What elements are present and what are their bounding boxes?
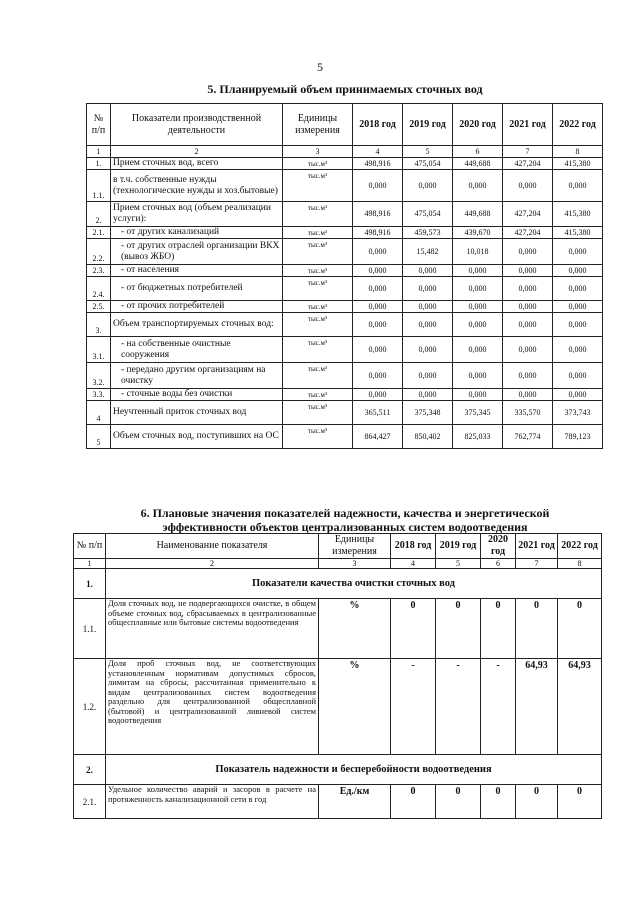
col-index: 8	[558, 559, 602, 569]
section-6-title	[90, 506, 600, 534]
table-row	[87, 227, 603, 239]
row-value-2022: 789,123	[553, 425, 603, 449]
col-index: 7	[516, 559, 558, 569]
row-value-2018: 864,427	[353, 425, 403, 449]
row-value-2018: 0,000	[353, 313, 403, 337]
col-index: 4	[391, 559, 436, 569]
group-row	[74, 755, 602, 785]
col-header-2020: 2020 год	[453, 104, 503, 146]
row-value-2021: 427,204	[503, 202, 553, 227]
row-value-2020: 10,018	[453, 239, 503, 265]
row-value-2021: 0	[516, 785, 558, 819]
col-header-2022: 2022 год	[558, 534, 602, 559]
wastewater-volume-table	[86, 103, 603, 449]
row-number: 5	[87, 425, 111, 449]
row-unit: %	[319, 659, 391, 755]
table-row	[87, 277, 603, 301]
row-number: 2.4.	[87, 277, 111, 301]
row-unit: %	[319, 599, 391, 659]
row-value-2019: 0,000	[403, 313, 453, 337]
row-value-2019: 475,054	[403, 202, 453, 227]
col-header-2021: 2021 год	[516, 534, 558, 559]
row-value-2018: 0,000	[353, 337, 403, 363]
row-value-2018: 0,000	[353, 239, 403, 265]
row-value-2019: -	[436, 659, 481, 755]
row-value-2022: 64,93	[558, 659, 602, 755]
row-value-2021: 0,000	[503, 313, 553, 337]
row-number: 2.3.	[87, 265, 111, 277]
row-label: Прием сточных вод, всего	[111, 158, 283, 170]
row-value-2018: -	[391, 659, 436, 755]
col-header-unit: Единицы измерения	[283, 104, 353, 146]
row-value-2022: 0,000	[553, 337, 603, 363]
table-row	[87, 158, 603, 170]
row-label: Прием сточных вод (объем реализации услуги):	[111, 202, 283, 227]
row-value-2020: 449,688	[453, 158, 503, 170]
row-unit: тыс.м³	[283, 425, 353, 449]
col-index: 8	[553, 146, 603, 158]
row-value-2022: 0	[558, 599, 602, 659]
section-6-title-line-1: 6. Плановые значения показателей надежности, качества и энергетической	[140, 506, 550, 520]
row-value-2018: 0,000	[353, 265, 403, 277]
row-number: 2.	[87, 202, 111, 227]
row-value-2022: 415,380	[553, 227, 603, 239]
row-label: Доля проб сточных вод, не соответствующих установленным нормативам допустимых сбросов, лимитам на сбросы, рассчитанная применительно к видам централизованных систем водоотведения раздельно для централизованной общесплавной (бытовой) и централизованной ливневой систем водоотведения	[106, 659, 319, 755]
row-value-2020: 0	[481, 599, 516, 659]
row-value-2018: 0,000	[353, 363, 403, 389]
group-row	[74, 569, 602, 599]
row-value-2021: 0,000	[503, 389, 553, 401]
group-number: 2.	[74, 755, 106, 785]
col-index: 7	[503, 146, 553, 158]
row-label: - от прочих потребителей	[111, 301, 283, 313]
row-value-2022: 0,000	[553, 265, 603, 277]
row-number: 3.	[87, 313, 111, 337]
col-header-num: № п/п	[87, 104, 111, 146]
row-value-2022: 0	[558, 785, 602, 819]
col-header-indicator: Показатели производственной деятельности	[111, 104, 283, 146]
row-value-2018: 0,000	[353, 170, 403, 202]
row-value-2021: 427,204	[503, 227, 553, 239]
row-unit: тыс.м³	[283, 401, 353, 425]
row-value-2020: 0,000	[453, 301, 503, 313]
col-index: 5	[436, 559, 481, 569]
row-label: - на собственные очистные сооружения	[111, 337, 283, 363]
table-row	[87, 389, 603, 401]
group-number: 1.	[74, 569, 106, 599]
col-header-2018: 2018 год	[391, 534, 436, 559]
row-value-2020: 825,033	[453, 425, 503, 449]
row-value-2018: 0,000	[353, 277, 403, 301]
row-value-2019: 0,000	[403, 170, 453, 202]
row-value-2022: 0,000	[553, 389, 603, 401]
row-label: Доля сточных вод, не подвергающихся очистке, в общем объеме сточных вод, сбрасываемых в централизованные общесплавные или бытовые системы водоотведения	[106, 599, 319, 659]
row-value-2020: 0,000	[453, 389, 503, 401]
row-value-2020: 0,000	[453, 170, 503, 202]
col-index: 2	[106, 559, 319, 569]
col-header-2021: 2021 год	[503, 104, 553, 146]
row-label: - от населения	[111, 265, 283, 277]
table-row	[74, 599, 602, 659]
row-unit: тыс.м³	[283, 337, 353, 363]
row-value-2020: 0,000	[453, 277, 503, 301]
row-value-2019: 0,000	[403, 389, 453, 401]
row-value-2020: 449,688	[453, 202, 503, 227]
row-number: 4	[87, 401, 111, 425]
col-header-2019: 2019 год	[436, 534, 481, 559]
group-title: Показатель надежности и бесперебойности водоотведения	[106, 755, 602, 785]
row-value-2022: 0,000	[553, 313, 603, 337]
row-value-2021: 0,000	[503, 277, 553, 301]
row-value-2018: 498,916	[353, 227, 403, 239]
table-row	[87, 239, 603, 265]
row-value-2018: 498,916	[353, 158, 403, 170]
row-value-2021: 0,000	[503, 265, 553, 277]
col-header-name: Наименование показателя	[106, 534, 319, 559]
row-value-2020: -	[481, 659, 516, 755]
row-value-2022: 0,000	[553, 363, 603, 389]
row-value-2022: 0,000	[553, 277, 603, 301]
row-value-2020: 0,000	[453, 337, 503, 363]
row-number: 1.1.	[87, 170, 111, 202]
table-row	[87, 170, 603, 202]
row-label: - передано другим организациям на очистку	[111, 363, 283, 389]
table-row	[87, 265, 603, 277]
row-number: 3.2.	[87, 363, 111, 389]
col-index: 4	[353, 146, 403, 158]
table-row	[87, 425, 603, 449]
row-unit: тыс.м³	[283, 265, 353, 277]
row-value-2022: 0,000	[553, 301, 603, 313]
col-index: 3	[283, 146, 353, 158]
table-row	[87, 401, 603, 425]
table-row	[87, 363, 603, 389]
row-value-2021: 0	[516, 599, 558, 659]
row-value-2018: 0,000	[353, 389, 403, 401]
row-unit: тыс.м³	[283, 239, 353, 265]
row-label: Удельное количество аварий и засоров в расчете на протяженность канализационной сети в год	[106, 785, 319, 819]
row-value-2021: 335,570	[503, 401, 553, 425]
group-title: Показатели качества очистки сточных вод	[106, 569, 602, 599]
table-row	[87, 301, 603, 313]
row-value-2018: 0,000	[353, 301, 403, 313]
row-value-2022: 373,743	[553, 401, 603, 425]
row-value-2022: 415,380	[553, 158, 603, 170]
row-number: 2.1.	[87, 227, 111, 239]
col-header-unit: Единицы измерения	[319, 534, 391, 559]
col-header-2019: 2019 год	[403, 104, 453, 146]
row-value-2019: 15,482	[403, 239, 453, 265]
row-value-2019: 0,000	[403, 265, 453, 277]
row-value-2019: 0	[436, 599, 481, 659]
row-value-2021: 0,000	[503, 239, 553, 265]
row-value-2019: 475,054	[403, 158, 453, 170]
row-number: 1.2.	[74, 659, 106, 755]
col-index: 1	[74, 559, 106, 569]
table-row	[74, 785, 602, 819]
col-header-num: № п/п	[74, 534, 106, 559]
row-value-2020: 0,000	[453, 363, 503, 389]
row-value-2021: 64,93	[516, 659, 558, 755]
table-row	[87, 202, 603, 227]
row-value-2021: 427,204	[503, 158, 553, 170]
row-label: Объем транспортируемых сточных вод:	[111, 313, 283, 337]
row-value-2018: 0	[391, 785, 436, 819]
row-value-2018: 0	[391, 599, 436, 659]
row-unit: тыс.м³	[283, 158, 353, 170]
row-value-2019: 0,000	[403, 363, 453, 389]
row-number: 3.3.	[87, 389, 111, 401]
row-value-2019: 0,000	[403, 277, 453, 301]
row-unit: тыс.м³	[283, 389, 353, 401]
col-index: 6	[481, 559, 516, 569]
row-value-2019: 0,000	[403, 337, 453, 363]
row-unit: тыс.м³	[283, 202, 353, 227]
row-number: 3.1.	[87, 337, 111, 363]
col-index: 1	[87, 146, 111, 158]
row-value-2020: 0	[481, 785, 516, 819]
row-label: - от других канализаций	[111, 227, 283, 239]
row-number: 2.5.	[87, 301, 111, 313]
row-value-2020: 439,670	[453, 227, 503, 239]
row-value-2020: 0,000	[453, 265, 503, 277]
row-value-2019: 459,573	[403, 227, 453, 239]
row-value-2021: 0,000	[503, 301, 553, 313]
col-header-2020: 2020 год	[481, 534, 516, 559]
row-value-2022: 0,000	[553, 239, 603, 265]
row-number: 1.1.	[74, 599, 106, 659]
row-value-2020: 375,345	[453, 401, 503, 425]
col-index: 3	[319, 559, 391, 569]
col-index: 5	[403, 146, 453, 158]
table-row	[74, 659, 602, 755]
row-unit: тыс.м³	[283, 301, 353, 313]
row-unit: Ед./км	[319, 785, 391, 819]
col-index: 2	[111, 146, 283, 158]
col-header-2022: 2022 год	[553, 104, 603, 146]
table-row	[87, 313, 603, 337]
col-header-2018: 2018 год	[353, 104, 403, 146]
row-value-2022: 415,380	[553, 202, 603, 227]
section-6-title-line-2: эффективности объектов централизованных систем водоотведения	[162, 520, 528, 534]
row-label: в т.ч. собственные нужды (технологические нужды и хоз.бытовые)	[111, 170, 283, 202]
row-label: - от бюджетных потребителей	[111, 277, 283, 301]
row-label: - сточные воды без очистки	[111, 389, 283, 401]
row-unit: тыс.м³	[283, 277, 353, 301]
row-number: 2.2.	[87, 239, 111, 265]
row-value-2020: 0,000	[453, 313, 503, 337]
row-value-2021: 0,000	[503, 337, 553, 363]
row-label: Объем сточных вод, поступивших на ОС	[111, 425, 283, 449]
col-index: 6	[453, 146, 503, 158]
row-value-2021: 0,000	[503, 363, 553, 389]
row-value-2018: 365,511	[353, 401, 403, 425]
row-label: - от других отраслей организации ВКХ (вывоз ЖБО)	[111, 239, 283, 265]
row-value-2021: 762,774	[503, 425, 553, 449]
row-unit: тыс.м³	[283, 313, 353, 337]
page-number: 5	[317, 60, 323, 74]
row-value-2022: 0,000	[553, 170, 603, 202]
row-value-2019: 850,402	[403, 425, 453, 449]
row-value-2019: 0	[436, 785, 481, 819]
row-unit: тыс.м³	[283, 363, 353, 389]
row-unit: тыс.м³	[283, 170, 353, 202]
row-value-2019: 0,000	[403, 301, 453, 313]
row-label: Неучтенный приток сточных вод	[111, 401, 283, 425]
row-number: 2.1.	[74, 785, 106, 819]
row-unit: тыс.м³	[283, 227, 353, 239]
table-row	[87, 337, 603, 363]
section-5-title: 5. Планируемый объем принимаемых сточных вод	[207, 82, 483, 96]
wastewater-table-body	[87, 158, 603, 449]
row-value-2019: 375,348	[403, 401, 453, 425]
row-value-2018: 498,916	[353, 202, 403, 227]
row-number: 1.	[87, 158, 111, 170]
row-value-2021: 0,000	[503, 170, 553, 202]
reliability-indicators-table	[73, 533, 602, 819]
